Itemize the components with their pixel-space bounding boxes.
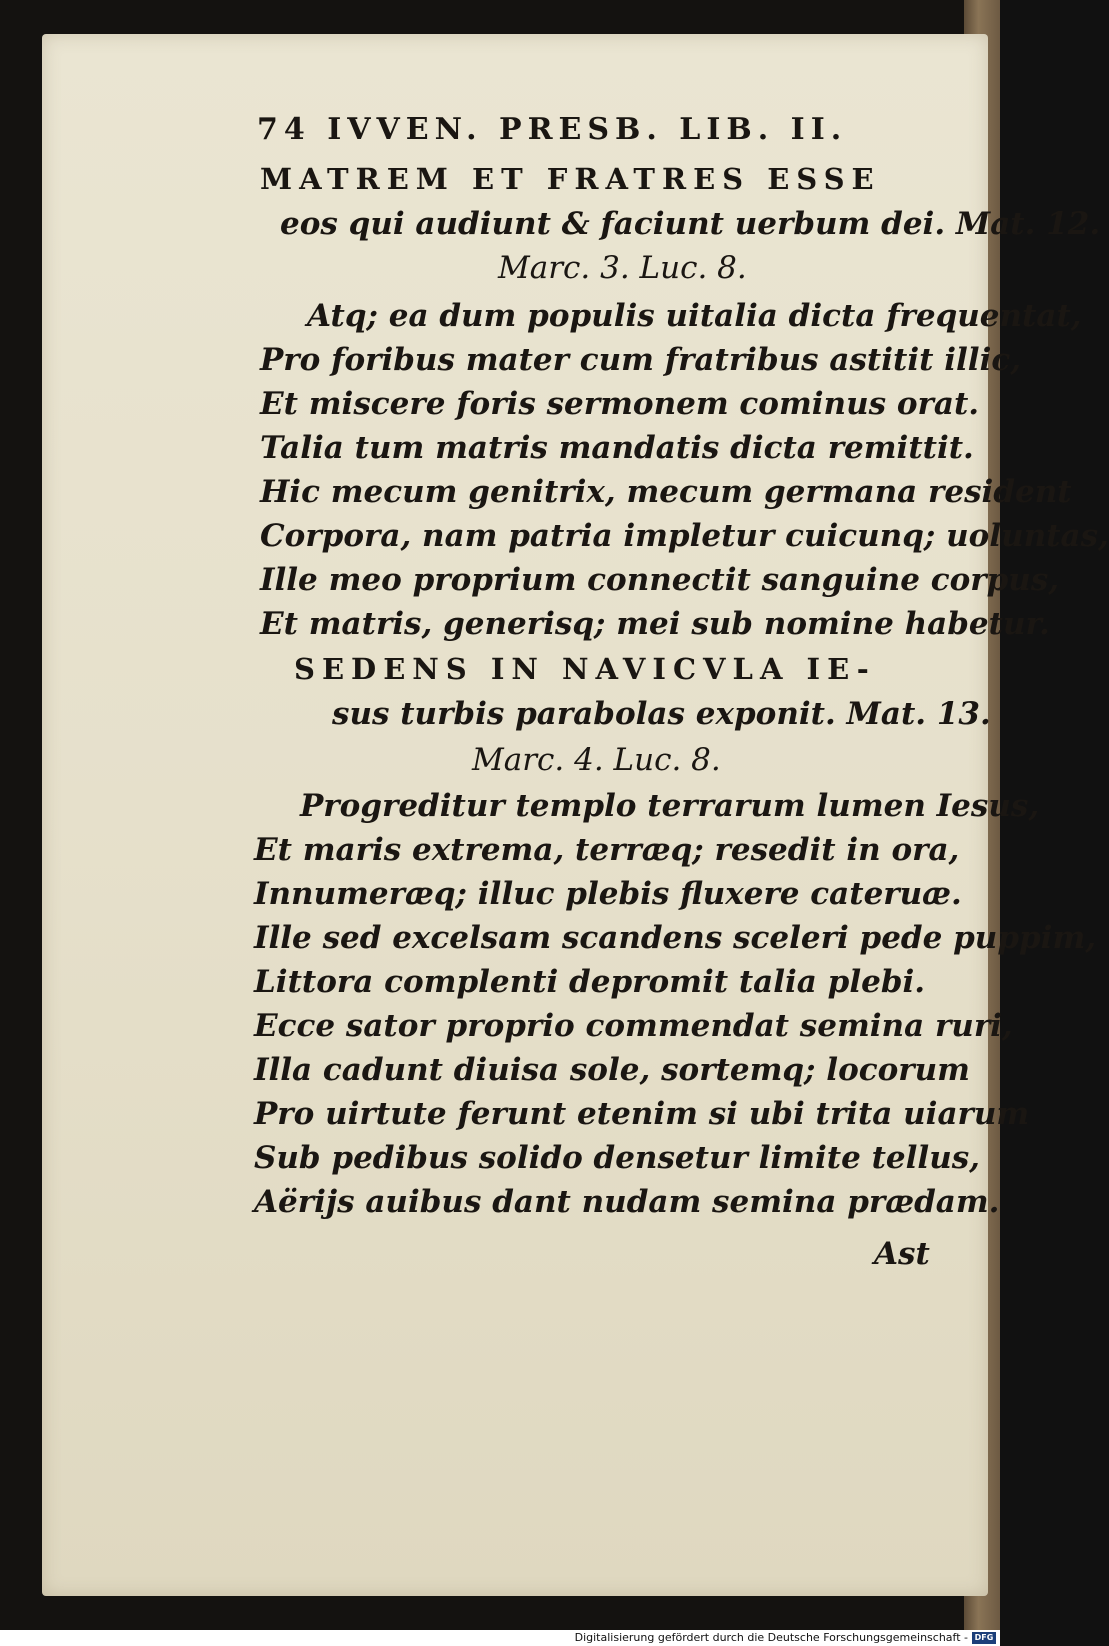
verse-line: Littora complenti depromit talia plebi. bbox=[254, 964, 926, 1000]
verse-line: Sub pedibus solido densetur limite tellus, bbox=[254, 1140, 980, 1176]
section-subheading: eos qui audiunt & faciunt uerbum dei. Mat. 12. bbox=[280, 206, 1101, 242]
verse-line: Et matris, generisq; mei sub nomine habetur. bbox=[260, 606, 1050, 642]
verse-line: Innumeræq; illuc plebis fluxere cateruæ. bbox=[254, 876, 962, 912]
book-page bbox=[42, 34, 1109, 1596]
verse-line: Et miscere foris sermonem cominus orat. bbox=[260, 386, 980, 422]
catchword: Ast bbox=[874, 1236, 930, 1272]
funding-credit: Digitalisierung gefördert durch die Deutsche Forschungsgemeinschaft - bbox=[574, 1631, 968, 1644]
page-text bbox=[42, 34, 1109, 1596]
section-reference: Marc. 3. Luc. 8. bbox=[498, 250, 747, 286]
verse-line: Et maris extrema, terræq; resedit in ora, bbox=[254, 832, 960, 868]
dfg-logo: DFG bbox=[972, 1632, 996, 1644]
running-head: 74 IVVEN. PRESB. LIB. II. bbox=[257, 112, 848, 147]
verse-line: Ille meo proprium connectit sanguine corpus, bbox=[260, 562, 1060, 598]
section-heading: SEDENS IN NAVICVLA IE- bbox=[294, 652, 876, 686]
footer-bar bbox=[0, 1630, 1000, 1646]
verse-line: Ille sed excelsam scandens sceleri pede puppim, bbox=[254, 920, 1097, 956]
section-heading: MATREM ET FRATRES ESSE bbox=[260, 162, 881, 196]
section-subheading: sus turbis parabolas exponit. Mat. 13. bbox=[332, 696, 991, 732]
verse-line: Ecce sator proprio commendat semina ruri, bbox=[254, 1008, 1013, 1044]
verse-line: Corpora, nam patria impletur cuicunq; uoluntas, bbox=[260, 518, 1109, 554]
verse-line: Aërijs auibus dant nudam semina prædam. bbox=[254, 1184, 1000, 1220]
section-reference: Marc. 4. Luc. 8. bbox=[472, 742, 721, 778]
verse-line: Talia tum matris mandatis dicta remittit. bbox=[260, 430, 974, 466]
verse-line: Illa cadunt diuisa sole, sortemq; locorum bbox=[254, 1052, 970, 1088]
verse-line: Progreditur templo terrarum lumen Iesus, bbox=[300, 788, 1040, 824]
verse-line: Pro uirtute ferunt etenim si ubi trita uiarum bbox=[254, 1096, 1030, 1132]
verse-line: Atq; ea dum populis uitalia dicta frequentat, bbox=[307, 298, 1082, 334]
verse-line: Hic mecum genitrix, mecum germana resident bbox=[260, 474, 1072, 510]
verse-line: Pro foribus mater cum fratribus astitit illic, bbox=[260, 342, 1022, 378]
